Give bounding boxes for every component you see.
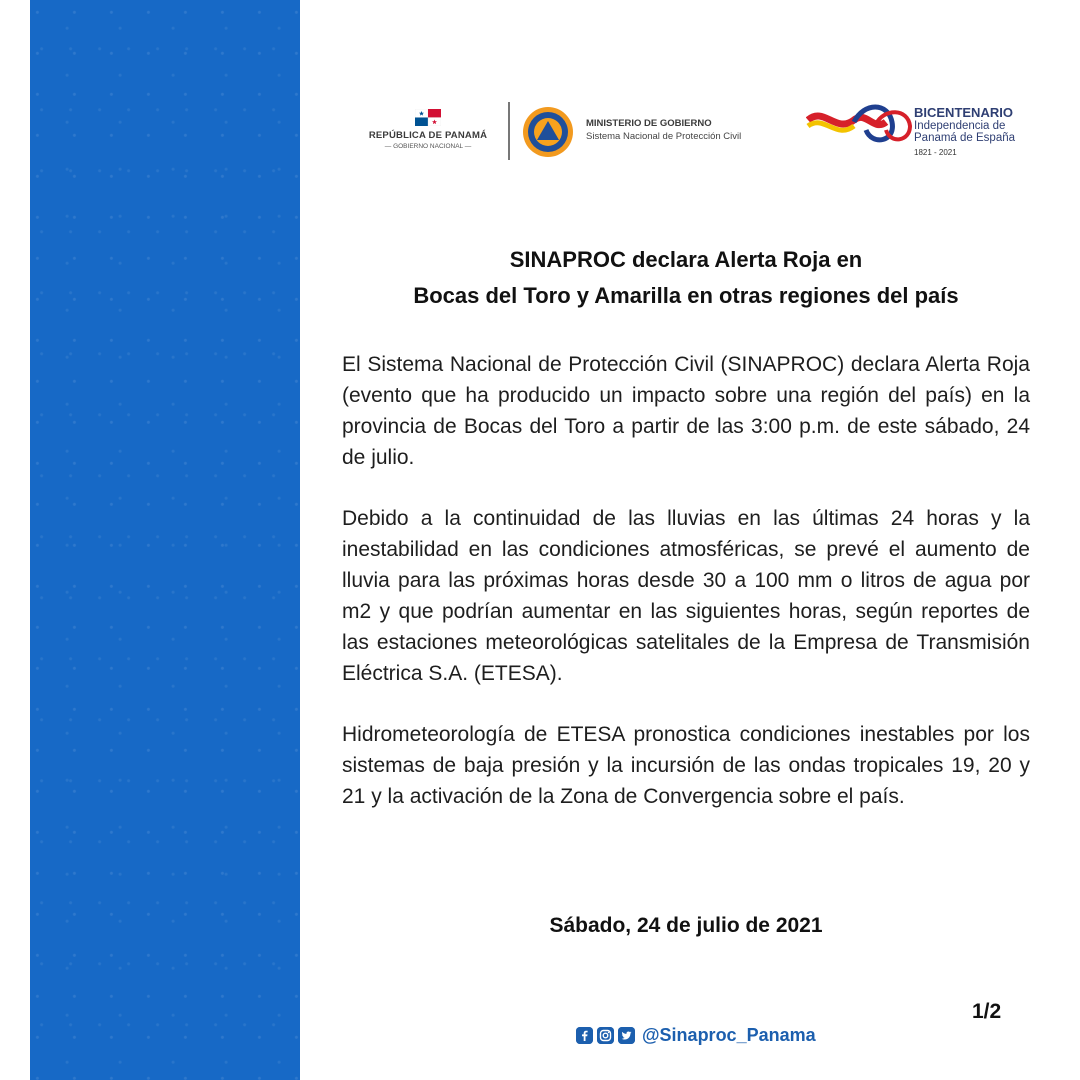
blue-side-band	[30, 0, 300, 1080]
social-footer	[576, 1024, 816, 1046]
bicentenario-years: 1821 - 2021	[914, 148, 957, 157]
page-title	[342, 242, 1030, 314]
bicentenario-line2: Panamá de España	[914, 132, 1016, 144]
gov-title: REPÚBLICA DE PANAMÁ	[368, 130, 488, 141]
page-indicator: 1/2	[972, 1000, 1002, 1023]
ministry-subtitle: Sistema Nacional de Protección Civil	[586, 131, 742, 142]
ministry-title: MINISTERIO DE GOBIERNO	[586, 118, 712, 129]
header-logos	[362, 96, 1042, 176]
body-text	[342, 349, 1030, 842]
header-divider	[508, 102, 510, 160]
gov-logo	[362, 96, 494, 150]
bicentenario-ribbon-icon	[806, 100, 912, 150]
sinaproc-seal-icon	[522, 106, 574, 158]
bicentenario-line1: Independencia de	[914, 120, 1006, 132]
instagram-icon[interactable]	[597, 1027, 614, 1044]
social-handle[interactable]: @Sinaproc_Panama	[642, 1024, 816, 1045]
paragraph-3: Hidrometeorología de ETESA pronostica condiciones inestables por los sistemas de baja presión y la incursión de las ondas tropicales 19, 20 y 21 y la activación de la Zona de Convergencia sobre el país.	[342, 723, 1030, 808]
title-line-1: SINAPROC declara Alerta Roja en	[509, 247, 863, 272]
paragraph-1: El Sistema Nacional de Protección Civil (SINAPROC) declara Alerta Roja (evento que ha producido un impacto sobre una región del país) en la provincia de Bocas del Toro a partir de las 3:00 p.m. de este sábado, 24 de julio.	[342, 353, 1030, 469]
twitter-icon[interactable]	[618, 1027, 635, 1044]
ministry-block	[586, 118, 741, 142]
title-line-2: Bocas del Toro y Amarilla en otras regiones del país	[413, 283, 959, 308]
paragraph-2: Debido a la continuidad de las lluvias en las últimas 24 horas y la inestabilidad en las condiciones atmosféricas, se prevé el aumento de lluvia para las próximas horas desde 30 a 100 mm o litros de agua por m2 y que podrían aumentar en las siguientes horas, según reportes de las estaciones meteorológicas satelitales de la Empresa de Transmisión Eléctrica S.A. (ETESA).	[342, 507, 1030, 685]
facebook-icon[interactable]	[576, 1027, 593, 1044]
bicentenario-title: BICENTENARIO	[914, 105, 1013, 120]
date-line: Sábado, 24 de julio de 2021	[549, 914, 823, 937]
panama-flag-icon	[415, 109, 441, 126]
gov-subtitle: — GOBIERNO NACIONAL —	[384, 143, 472, 150]
bicentenario-block	[914, 106, 1015, 157]
